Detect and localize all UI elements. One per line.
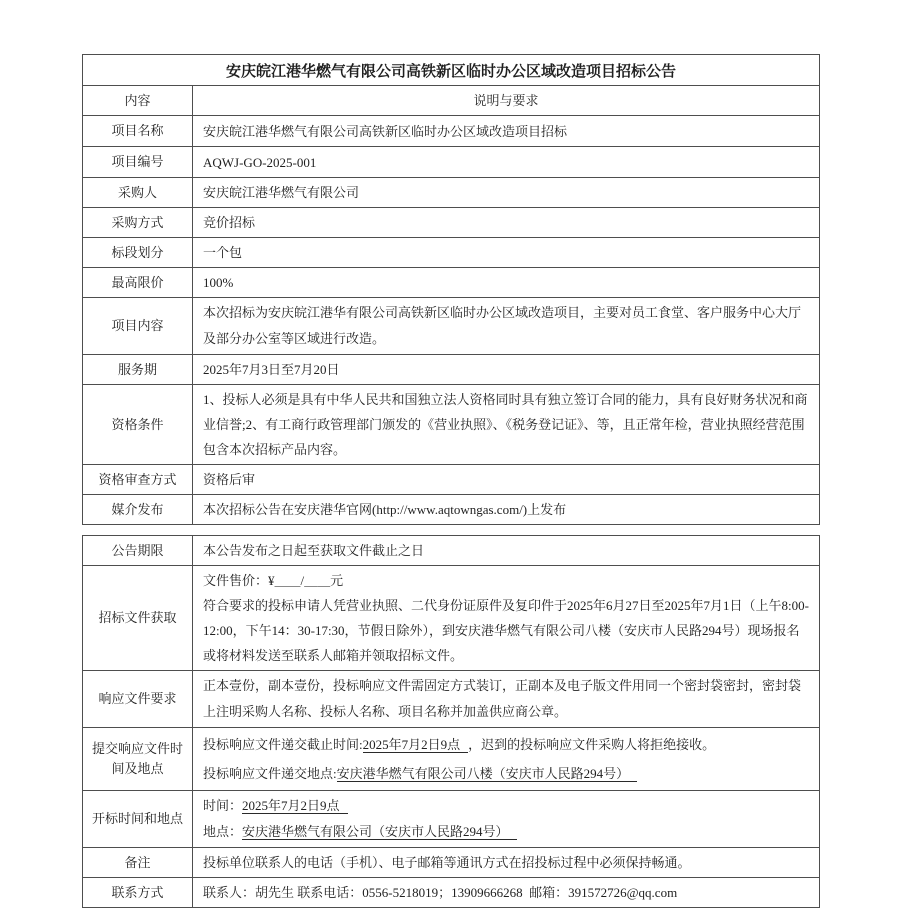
announcement-table-main <box>82 54 820 525</box>
row-value: 本公告发布之日起至获取文件截止之日 <box>203 543 425 558</box>
bid-opening-location: 安庆港华燃气有限公司（安庆市人民路294号） <box>242 824 517 840</box>
row-label: 项目内容 <box>83 298 193 354</box>
document-price-line: 文件售价：¥＿＿/＿＿元 <box>203 573 344 588</box>
row-value: AQWJ-GO-2025-001 <box>203 154 317 170</box>
row-project-name <box>83 116 819 147</box>
document-title: 安庆皖江港华燃气有限公司高铁新区临时办公区域改造项目招标公告 <box>83 55 819 86</box>
row-value: 安庆皖江港华燃气有限公司高铁新区临时办公区域改造项目招标 <box>203 123 568 139</box>
document-acquisition-detail: 符合要求的投标申请人凭营业执照、二代身份证原件及复印件于2025年6月27日至2025年7月1日（上午8:00-12:00，下午14：30-17:30，节假日除外），到安庆港华燃气有限公司八楼（安庆市人民路294号）现场报名或将材料发送至联系人邮箱并领取招标文件。 <box>203 598 809 663</box>
header-row <box>83 86 819 116</box>
row-document-acquisition <box>83 566 819 671</box>
row-value: 本次招标公告在安庆港华官网(http://www.aqtowngas.com/)上发布 <box>203 502 567 517</box>
row-label: 招标文件获取 <box>83 566 193 670</box>
submission-deadline: 2025年7月2日9点 <box>363 737 469 753</box>
row-value: 一个包 <box>203 245 243 260</box>
row-label: 公告期限 <box>83 536 193 565</box>
row-value <box>193 728 819 790</box>
row-value: 本次招标为安庆皖江港华有限公司高铁新区临时办公区域改造项目，主要对员工食堂、客户服务中心大厅及部分办公室等区域进行改造。 <box>203 305 802 346</box>
row-label: 项目编号 <box>83 147 193 177</box>
row-max-price <box>83 268 819 298</box>
row-remarks <box>83 848 819 878</box>
row-purchaser <box>83 178 819 208</box>
row-value: 联系人：胡先生 联系电话：0556-5218019；13909666268 邮箱：391572726@qq.com <box>203 885 678 900</box>
row-submission <box>83 728 819 791</box>
row-bid-opening <box>83 791 819 848</box>
row-label: 标段划分 <box>83 238 193 267</box>
row-label: 提交响应文件时间及地点 <box>83 728 193 790</box>
row-label: 联系方式 <box>83 878 193 907</box>
row-value: 竞价招标 <box>203 215 256 230</box>
row-project-content <box>83 298 819 355</box>
bid-opening-location-line: 地点：安庆港华燃气有限公司（安庆市人民路294号） <box>203 819 809 845</box>
row-label: 备注 <box>83 848 193 877</box>
row-value: 安庆皖江港华燃气有限公司 <box>203 185 360 200</box>
row-label: 开标时间和地点 <box>83 791 193 847</box>
row-label: 最高限价 <box>83 268 193 297</box>
row-label: 媒介发布 <box>83 495 193 524</box>
row-service-period <box>83 355 819 385</box>
row-project-number <box>83 147 819 178</box>
row-value: 100% <box>203 275 234 290</box>
row-announcement-period <box>83 536 819 566</box>
row-value: 资格后审 <box>203 472 256 487</box>
row-procurement-method <box>83 208 819 238</box>
row-label: 资格审查方式 <box>83 465 193 494</box>
row-value: 2025年7月3日至7月20日 <box>203 362 340 377</box>
row-label: 资格条件 <box>83 385 193 464</box>
announcement-table-schedule <box>82 535 820 908</box>
row-qualification <box>83 385 819 465</box>
row-label: 采购人 <box>83 178 193 207</box>
submission-deadline-line: 投标响应文件递交截止时间:2025年7月2日9点 ，迟到的投标响应文件采购人将拒绝接收。 <box>203 737 716 752</box>
row-value: 投标单位联系人的电话（手机）、电子邮箱等通讯方式在招投标过程中必须保持畅通。 <box>203 855 691 870</box>
row-lot-division <box>83 238 819 268</box>
bid-opening-time-line: 时间：2025年7月2日9点 <box>203 793 809 819</box>
bid-announcement-document <box>82 54 820 908</box>
submission-location: 安庆港华燃气有限公司八楼（安庆市人民路294号） <box>337 766 638 782</box>
row-value <box>193 566 819 670</box>
submission-location-line: 投标响应文件递交地点:安庆港华燃气有限公司八楼（安庆市人民路294号） <box>203 759 809 788</box>
row-label: 响应文件要求 <box>83 671 193 727</box>
row-qualification-review <box>83 465 819 495</box>
header-label: 内容 <box>83 86 193 115</box>
row-value: 1、投标人必须是具有中华人民共和国独立法人资格同时具有独立签订合同的能力，具有良好财务状况和商业信誉;2、有工商行政管理部门颁发的《营业执照》、《税务登记证》、等，且正常年检，营业执照经营范围包含本次招标产品内容。 <box>203 392 808 457</box>
row-value: 正本壹份，副本壹份，投标响应文件需固定方式装订，正副本及电子版文件用同一个密封袋密封，密封袋上注明采购人名称、投标人名称、项目名称并加盖供应商公章。 <box>203 678 802 719</box>
row-value <box>193 791 819 847</box>
row-contact <box>83 878 819 907</box>
row-label: 服务期 <box>83 355 193 384</box>
row-media-release <box>83 495 819 524</box>
row-label: 项目名称 <box>83 116 193 146</box>
row-response-requirements <box>83 671 819 728</box>
header-value: 说明与要求 <box>473 93 539 108</box>
bid-opening-time: 2025年7月2日9点 <box>242 798 348 814</box>
row-label: 采购方式 <box>83 208 193 237</box>
